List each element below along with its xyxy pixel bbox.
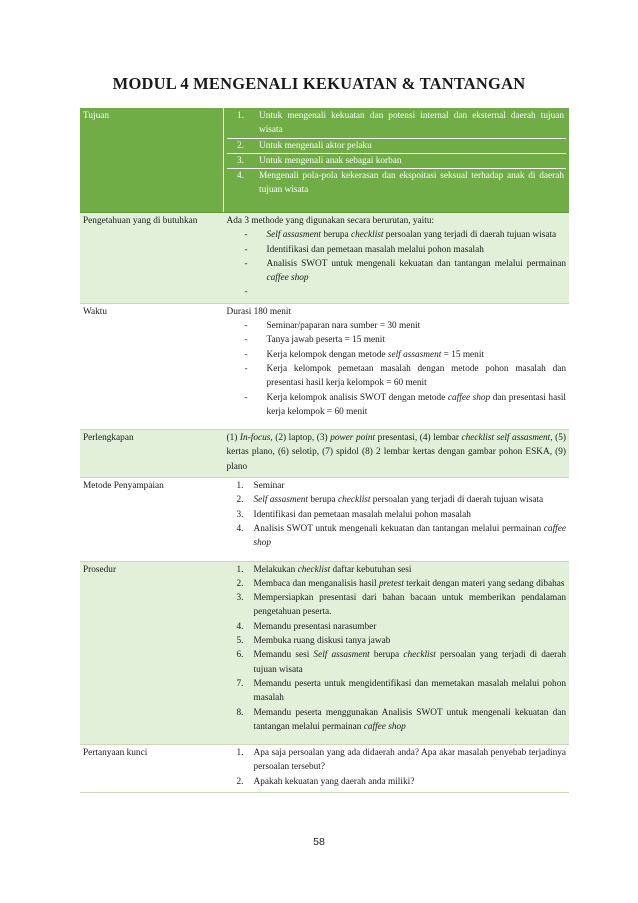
list-item [227,706,567,735]
row-value [224,213,570,304]
row-label: Waktu [80,303,224,429]
module-table [80,108,569,793]
tujuan-list [227,109,566,198]
item-text: Analisis SWOT untuk mengenali kekuatan dan tantangan melalui permainan caffee shop [266,258,566,284]
item-text: Membuka ruang diskusi tanya jawab [253,636,391,647]
item-text: Kerja kelompok analisis SWOT dengan metode caffee shop dan presentasi hasil kerja kelompok = 60 menit [266,392,566,417]
item-text: Memandu presentasi narasumber [253,621,377,632]
item-number: 2. [236,776,244,787]
item-text: Untuk mengenali aktor pelaku [259,140,372,151]
item-number: 3. [236,509,244,520]
intro-text: Durasi 180 menit [226,306,292,317]
row-label: Pertanyaan kunci [80,745,224,793]
list-item [227,620,567,634]
item-text: Untuk mengenali anak sebagai korban [259,155,402,166]
item-number: 2. [237,140,244,151]
item-number: 4. [236,523,244,534]
page-number: 58 [313,836,325,848]
dash-marker: - [244,392,248,403]
item-number: 7. [236,678,244,689]
list-item [227,257,567,286]
item-text: Tanya jawab peserta = 15 menit [266,335,385,346]
item-text: Untuk mengenali kekuatan dan potensi internal dan eksternal daerah tujuan wisata [259,111,564,136]
list-item [227,775,567,789]
item-text: Seminar/paparan nara sumber = 30 menit [266,321,421,332]
item-text: Identifikasi dan pemetaan masalah melalui pohon masalah [266,244,484,255]
item-number: 3. [236,593,244,604]
item-text: Membaca dan menganalisis hasil pretest terkait dengan materi yang sedang dibahas [253,578,565,589]
list-item [227,109,566,139]
item-text: Apakah kekuatan yang daerah anda miliki? [253,776,415,787]
item-text: Melakukan checklist daftar kebutuhan sesi [253,564,412,575]
dash-marker: - [244,335,248,346]
list-item [227,243,567,257]
row-label: Tujuan [80,108,224,213]
item-text: Memandu peserta menggunakan Analisis SWOT untuk mengenali kekuatan dan tantangan melalui permainan caffee shop [253,707,566,732]
list-item [227,139,566,154]
list-item [227,333,567,347]
item-number: 6. [236,650,244,661]
list-item [227,391,567,420]
list-item [227,577,567,591]
row-perlengkapan [80,430,569,478]
item-text: Memandu sesi Self assasment berupa checklist persoalan yang terjadi di daerah tujuan wisata [253,650,566,675]
list-item [227,319,567,333]
item-text: Kerja kelompok pemetaan masalah dengan metode pohon masalah dan presentasi hasil kerja kelompok = 60 menit [266,363,566,389]
item-number: 1. [236,564,244,575]
dash-marker: - [244,363,248,374]
list-item [227,154,566,169]
page-title: MODUL 4 MENGENALI KEKUATAN & TANTANGAN [112,74,526,93]
row-value [224,561,570,745]
list-item [227,228,567,242]
item-number: 3. [237,155,244,166]
item-text: Kerja kelompok dengan metode self assasment = 15 menit [266,349,484,360]
row-value [224,430,570,478]
item-text: Identifikasi dan pemetaan masalah melalui pohon masalah [253,509,471,520]
item-number: 4. [236,621,244,632]
dash-marker: - [244,349,248,360]
list-item [227,746,567,775]
item-text: Analisis SWOT untuk mengenali kekuatan dan tantangan melalui permainan caffee shop [253,523,566,549]
item-text: Self assasment berupa checklist persoalan yang terjadi di daerah tujuan wisata [266,230,557,241]
dash-marker: - [244,244,248,255]
list-item [227,479,567,493]
item-text: Memandu peserta untuk mengidentifikasi dan memetakan masalah melalui pohon masalah [253,678,566,704]
list-item [227,563,567,577]
item-number: 1. [236,748,244,759]
item-text: Apa saja persoalan yang ada didaerah anda? Apa akar masalah penyebab terjadinya persoalan tersebut? [253,748,566,773]
list-item [227,362,567,391]
item-text: Mengenali pola-pola kekerasan dan ekspoitasi seksual terhadap anak di daerah tujuan wisata [259,171,564,196]
row-pertanyaan [80,745,569,793]
row-label: Prosedur [80,561,224,745]
list-item [227,508,567,522]
row-value [224,108,570,213]
dash-marker: - [244,287,248,298]
row-prosedur [80,561,569,745]
list-item [227,677,567,706]
dash-marker: - [244,321,248,332]
row-label: Pengetahuan yang di butuhkan [80,213,224,304]
item-number: 8. [236,707,244,718]
list-item [227,493,567,507]
item-number: 2. [236,578,244,589]
dash-marker: - [244,258,248,269]
row-waktu [80,303,569,429]
item-text: Seminar [253,481,285,492]
item-text: (1) In-focus, (2) laptop, (3) power point presentasi, (4) lembar checklist self assasment, (5) kertas plano, (6) selotip, (7) spidol (8) 2 lembar kertas dengan gambar pohon ESKA, (9) plano [226,433,567,472]
list-item [227,634,567,648]
list-item [227,522,567,551]
list-item [227,348,567,362]
list-item [227,285,567,299]
row-value [224,745,570,793]
intro-text: Ada 3 methode yang digunakan secara berurutan, yaitu: [226,216,435,226]
row-pengetahuan [80,213,569,304]
item-number: 1. [236,481,244,492]
item-number: 4. [237,171,244,182]
item-number: 1. [237,111,244,121]
row-tujuan [80,108,569,213]
row-label: Metode Penyampaian [80,478,224,561]
item-text: Mempersiapkan presentasi dari bahan bacaan untuk memberikan pendalaman pengetahuan peserta. [253,593,566,618]
row-label: Perlengkapan [80,430,224,478]
list-item [227,169,566,198]
list-item [227,648,567,677]
row-value [224,478,570,561]
dash-marker: - [244,230,248,241]
item-number: 2. [236,495,244,506]
item-number: 5. [236,636,244,647]
row-value [224,303,570,429]
item-text: Self assasment berupa checklist persoalan yang terjadi di daerah tujuan wisata [253,495,544,506]
list-item [227,591,567,620]
row-metode [80,478,569,561]
